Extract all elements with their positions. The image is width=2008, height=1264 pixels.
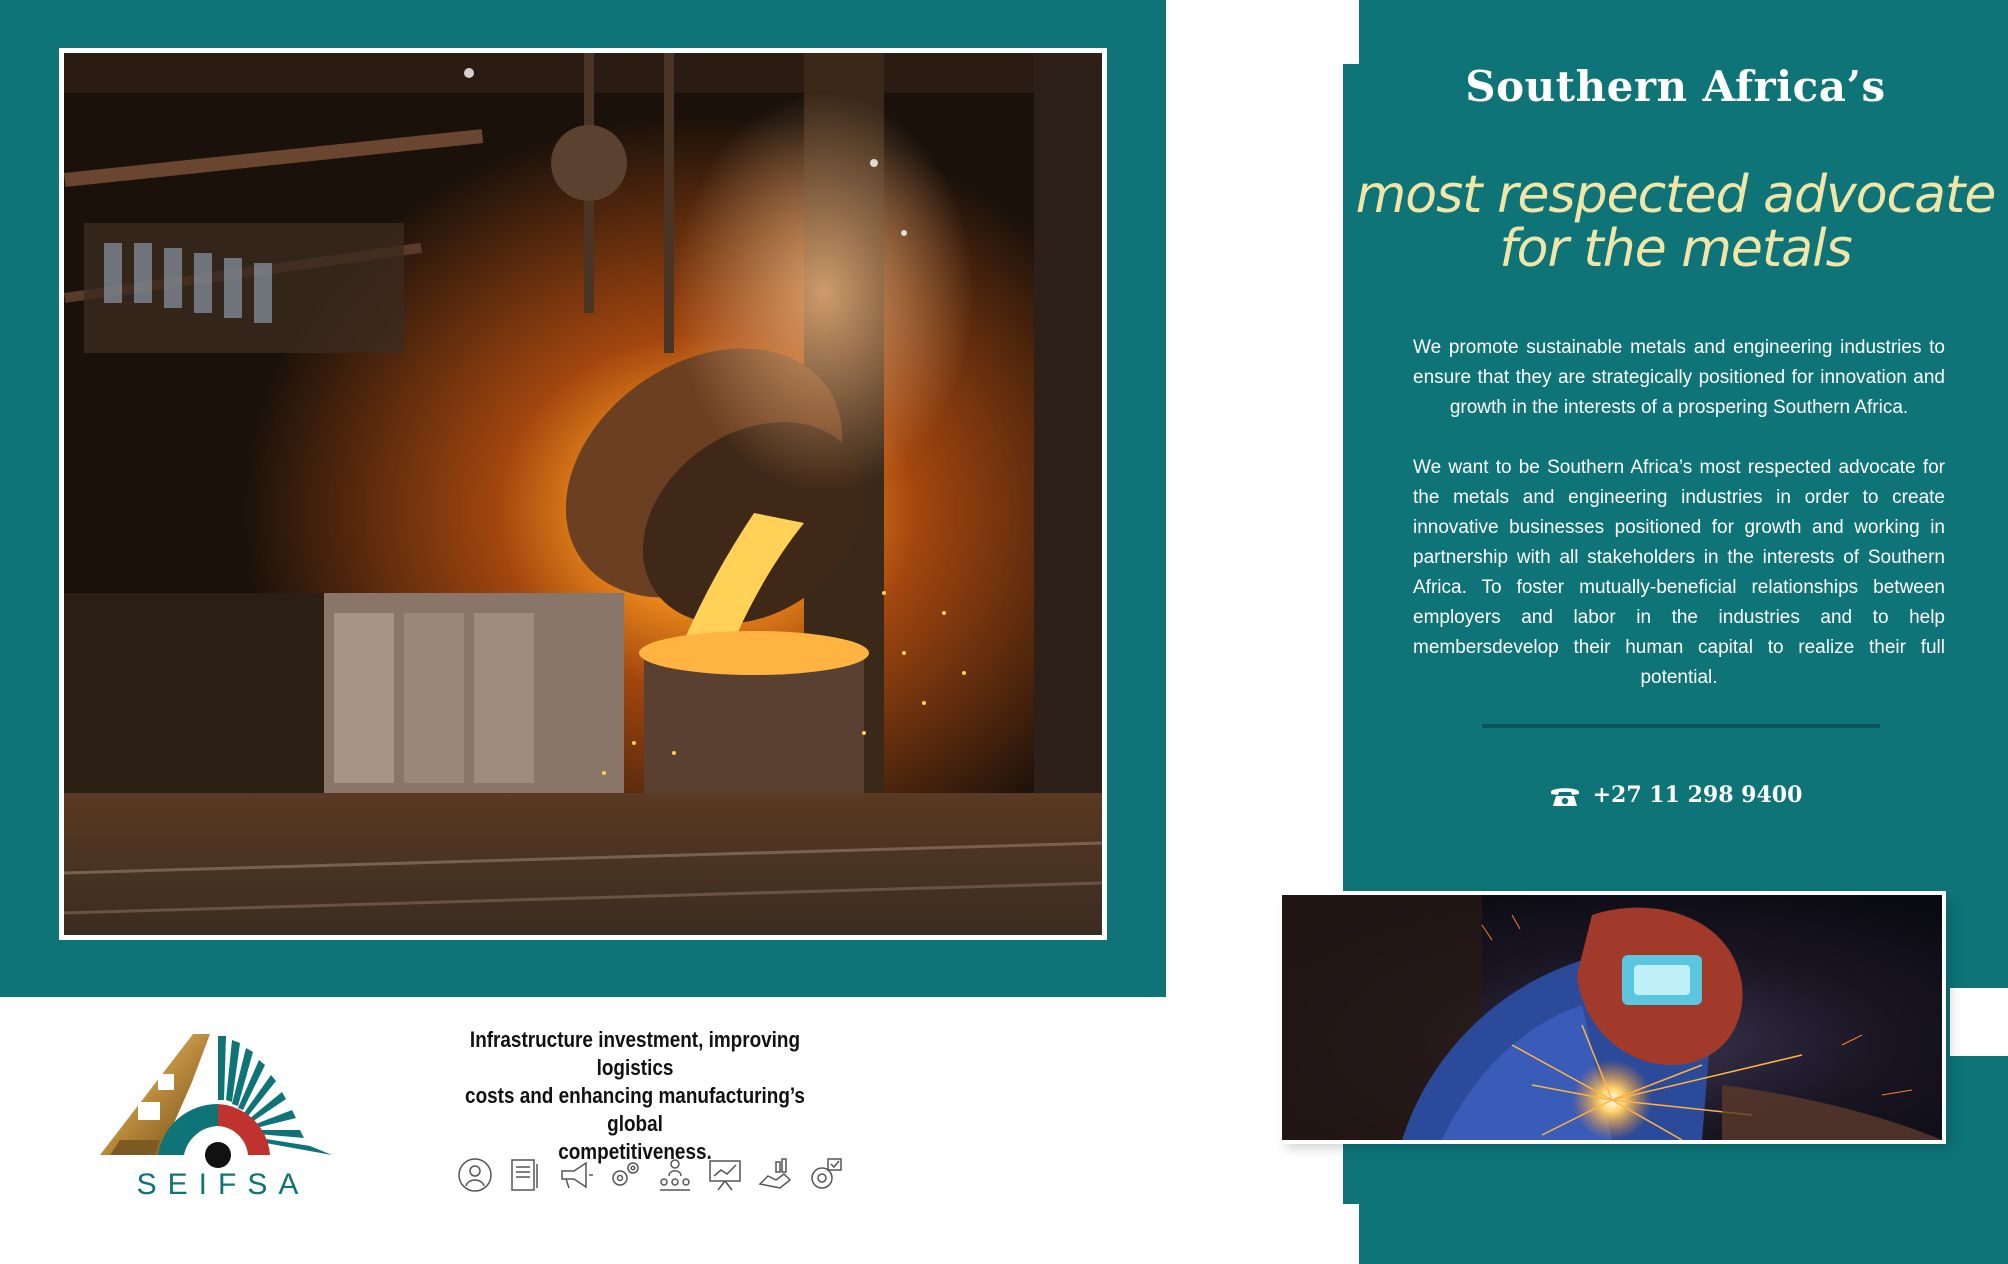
welder-photo bbox=[1282, 895, 1942, 1140]
worker-icon bbox=[456, 1156, 494, 1194]
tagline bbox=[1343, 165, 2008, 279]
megaphone-icon bbox=[556, 1156, 594, 1194]
presentation-chart-icon bbox=[706, 1156, 744, 1194]
caption-line-2: costs and enhancing manufacturing’s global bbox=[465, 1083, 805, 1136]
paragraph-vision: We want to be Southern Africa’s most respected advocate for the metals and engineering industries in order to create innovative businesses positioned for growth and working in partnership with all stakeholders in the interests of Southern Africa. To foster mutually-beneficial relationships between employers and labor in the industries and to help membersdevelop their human capital to realize their full potential. bbox=[1413, 457, 1945, 688]
body-text bbox=[1413, 333, 1945, 723]
gear-check-icon bbox=[806, 1156, 844, 1194]
steel-mill-photo bbox=[64, 53, 1102, 935]
welder-photo-frame bbox=[1278, 891, 1946, 1144]
heading: Southern Africa’s bbox=[1465, 62, 1886, 111]
divider bbox=[1482, 724, 1880, 728]
right-panel-cutout bbox=[1950, 988, 2008, 1056]
document-pen-icon bbox=[506, 1156, 544, 1194]
paragraph-mission: We promote sustainable metals and engineering industries to ensure that they are strategically positioned for innovation and growth in the interests of a prospering Southern Africa. bbox=[1413, 337, 1945, 418]
service-icons bbox=[456, 1156, 844, 1194]
steel-mill-photo-frame bbox=[59, 48, 1107, 940]
caption bbox=[450, 1026, 820, 1166]
tagline-line-1: most respected advocate bbox=[1355, 165, 1996, 225]
phone-number: +27 11 298 9400 bbox=[1592, 782, 1803, 808]
telephone-icon bbox=[1549, 784, 1581, 808]
team-icon bbox=[656, 1156, 694, 1194]
caption-line-3: competitiveness. bbox=[558, 1139, 712, 1164]
phone-contact[interactable] bbox=[1343, 782, 2008, 808]
seifsa-wordmark: SEIFSA bbox=[136, 1168, 310, 1201]
gears-icon bbox=[606, 1156, 644, 1194]
tagline-line-2: for the metals bbox=[1499, 219, 1852, 279]
handshake-chart-icon bbox=[756, 1156, 794, 1194]
caption-line-1: Infrastructure investment, improving logistics bbox=[469, 1027, 801, 1080]
